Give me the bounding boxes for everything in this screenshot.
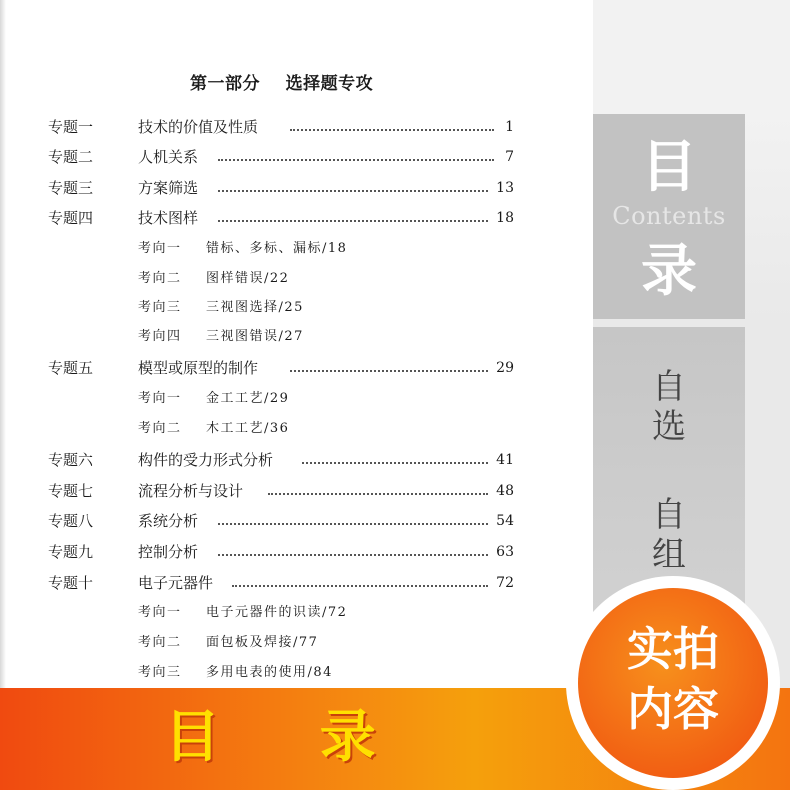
entry-page: 13 [496, 180, 514, 196]
entry-title: 流程分析与设计 [138, 479, 243, 503]
badge-circle [578, 588, 768, 778]
subtopic-text: 三视图错误/27 [206, 329, 304, 344]
toc-entry[interactable] [0, 509, 590, 533]
leader-dots [302, 462, 488, 464]
subtopic-label: 考向四 [138, 329, 182, 344]
entry-page: 63 [496, 544, 514, 560]
subtopic-text: 面包板及焊接/77 [206, 635, 319, 650]
entry-title: 系统分析 [138, 509, 198, 533]
subtopic-item[interactable] [138, 632, 318, 654]
toc-entry[interactable] [0, 176, 590, 200]
motto-char: 组 [652, 535, 686, 575]
subtopic-label: 考向三 [138, 665, 182, 680]
leader-dots [218, 220, 488, 222]
subtopic-text: 金工工艺/29 [206, 391, 290, 406]
photo-badge [566, 576, 780, 790]
entry-number: 专题三 [48, 179, 94, 197]
entry-number: 专题八 [48, 512, 94, 530]
motto-char: 自 [652, 495, 686, 535]
entry-number: 专题二 [48, 148, 94, 166]
subtopic-text: 错标、多标、漏标/18 [206, 241, 348, 256]
toc-entry[interactable] [0, 571, 590, 595]
subtopic-label: 考向二 [138, 635, 182, 650]
entry-number: 专题十 [48, 574, 94, 592]
subtopic-label: 考向二 [138, 271, 182, 286]
toc-entry[interactable] [0, 356, 590, 380]
subtopic-label: 考向一 [138, 605, 182, 620]
entry-page: 48 [496, 483, 514, 499]
subtopic-label: 考向一 [138, 241, 182, 256]
entry-number: 专题七 [48, 482, 94, 500]
entry-number: 专题五 [48, 359, 94, 377]
toc-label-top: 目 [641, 135, 697, 200]
entry-page: 7 [505, 149, 514, 165]
badge-line-1: 实拍 [627, 622, 719, 676]
section-heading: 第一部分 选择题专攻 [190, 74, 374, 94]
entry-page: 18 [496, 210, 514, 226]
motto-char: 自 [652, 367, 686, 407]
entry-number: 专题一 [48, 118, 94, 136]
entry-title: 模型或原型的制作 [138, 356, 258, 380]
leader-dots [268, 493, 488, 495]
leader-dots [218, 159, 494, 161]
entry-title: 构件的受力形式分析 [138, 448, 273, 472]
toc-entry[interactable] [0, 206, 590, 230]
toc-label-contents: Contents [612, 202, 726, 230]
subtopic-item[interactable] [138, 268, 289, 290]
subtopic-item[interactable] [138, 297, 304, 319]
toc-entry[interactable] [0, 540, 590, 564]
subtopic-text: 电子元器件的识读/72 [206, 605, 348, 620]
entry-page: 29 [496, 360, 514, 376]
leader-dots [232, 585, 488, 587]
entry-title: 控制分析 [138, 540, 198, 564]
subtopic-item[interactable] [138, 602, 347, 624]
banner-title: 目 录 [164, 705, 416, 770]
subtopic-item[interactable] [138, 388, 289, 410]
toc-entry[interactable] [0, 479, 590, 503]
toc-entry[interactable] [0, 448, 590, 472]
leader-dots [290, 370, 488, 372]
entry-title: 技术的价值及性质 [138, 115, 258, 139]
subtopic-item[interactable] [138, 238, 347, 260]
entry-page: 41 [496, 452, 514, 468]
subtopic-label: 考向一 [138, 391, 182, 406]
toc-entry[interactable] [0, 115, 590, 139]
entry-number: 专题四 [48, 209, 94, 227]
entry-page: 54 [496, 513, 514, 529]
subtopic-item[interactable] [138, 326, 304, 348]
toc-label-box [593, 114, 745, 319]
entry-page: 1 [505, 119, 514, 135]
entry-title: 方案筛选 [138, 176, 198, 200]
entry-title: 人机关系 [138, 145, 198, 169]
toc-label-bottom: 录 [641, 239, 697, 304]
leader-dots [218, 190, 488, 192]
subtopic-text: 三视图选择/25 [206, 300, 304, 315]
entry-title: 技术图样 [138, 206, 198, 230]
subtopic-text: 图样错误/22 [206, 271, 290, 286]
entry-number: 专题六 [48, 451, 94, 469]
subtopic-text: 多用电表的使用/84 [206, 665, 333, 680]
entry-title: 电子元器件 [138, 571, 213, 595]
leader-dots [218, 523, 488, 525]
entry-number: 专题九 [48, 543, 94, 561]
subtopic-item[interactable] [138, 418, 289, 440]
leader-dots [218, 554, 488, 556]
motto-char: 选 [652, 407, 686, 447]
subtopic-item[interactable] [138, 662, 333, 684]
badge-line-2: 内容 [627, 682, 719, 736]
entry-page: 72 [496, 575, 514, 591]
subtopic-label: 考向三 [138, 300, 182, 315]
leader-dots [290, 129, 494, 131]
subtopic-text: 木工工艺/36 [206, 421, 290, 436]
subtopic-label: 考向二 [138, 421, 182, 436]
toc-entry[interactable] [0, 145, 590, 169]
